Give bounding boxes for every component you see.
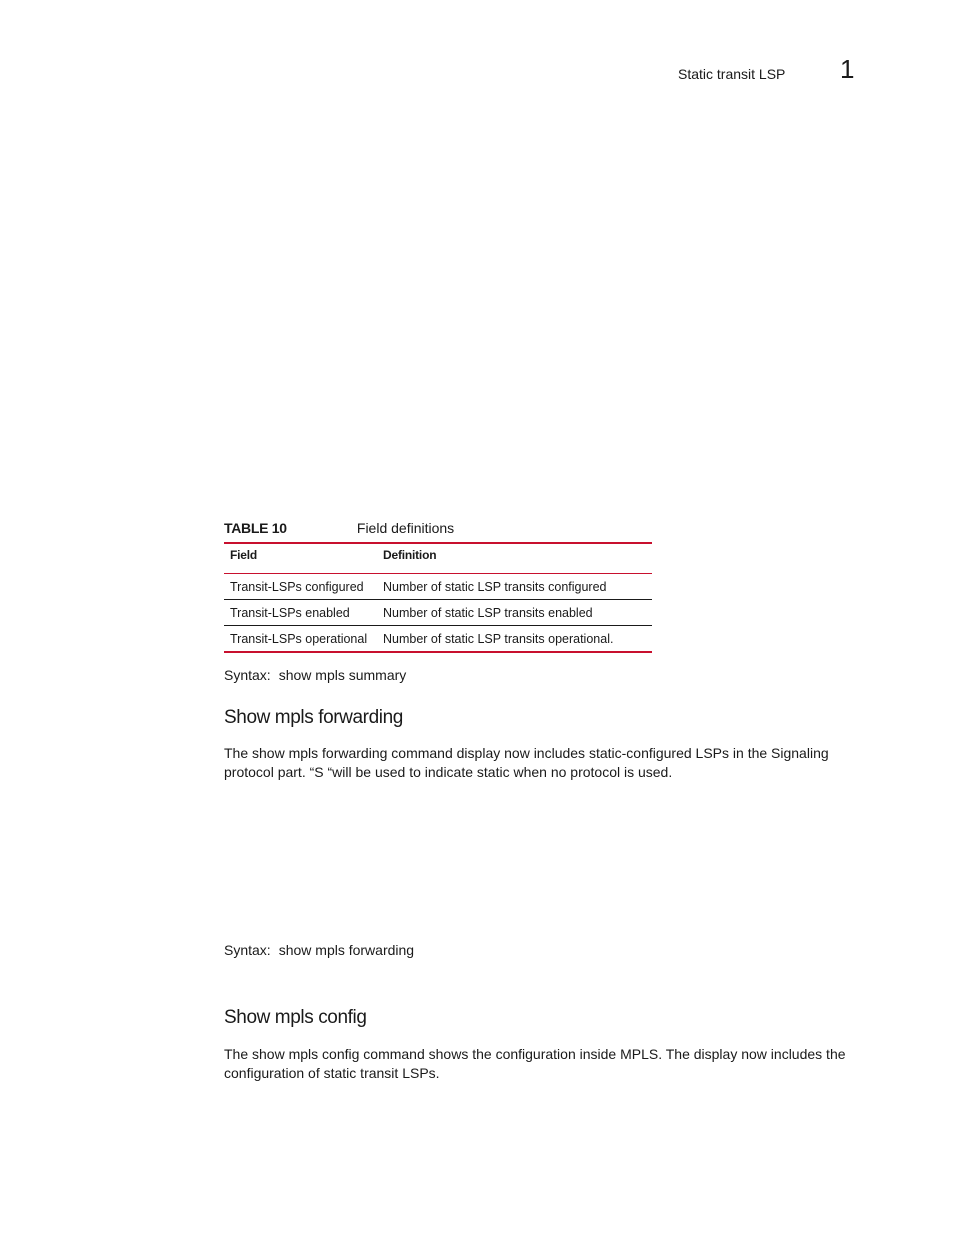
syntax-keyword: Syntax:	[224, 942, 271, 958]
table-row	[224, 574, 652, 600]
column-header-field: Field	[224, 543, 377, 574]
definition-cell: Number of static LSP transits configured	[383, 579, 607, 594]
table-caption	[224, 520, 652, 536]
table-row	[224, 626, 652, 653]
syntax-keyword: Syntax:	[224, 667, 271, 683]
definition-cell: Number of static LSP transits operational.	[377, 626, 652, 653]
column-header-definition: Definition	[377, 543, 652, 574]
table-label: TABLE 10	[224, 520, 287, 536]
field-cell: Transit-LSPs enabled	[224, 600, 377, 626]
section-heading-config: Show mpls config	[224, 1007, 367, 1028]
syntax-command: show mpls forwarding	[278, 942, 415, 958]
section-heading-forwarding: Show mpls forwarding	[224, 707, 403, 728]
field-definitions-table	[224, 542, 652, 653]
definition-cell: Number of static LSP transits enabled	[377, 600, 652, 626]
syntax-summary	[224, 667, 406, 683]
table-title: Field definitions	[356, 520, 455, 536]
syntax-forwarding	[224, 942, 414, 958]
running-header-title: Static transit LSP	[678, 66, 786, 82]
field-cell: Transit-LSPs configured	[230, 579, 364, 594]
chapter-number: 1	[840, 54, 855, 84]
forwarding-paragraph: The show mpls forwarding command display now includes static-configured LSPs in the Signaling protocol part. “S “will be used to indicate static when no protocol is used.	[224, 745, 829, 780]
table-row	[224, 600, 652, 626]
syntax-command: show mpls summary	[278, 667, 407, 683]
config-paragraph: The show mpls config command shows the configuration inside MPLS. The display now includes the configuration of static transit LSPs.	[224, 1046, 846, 1081]
table-header-row	[224, 543, 652, 574]
field-cell: Transit-LSPs operational	[224, 626, 377, 653]
